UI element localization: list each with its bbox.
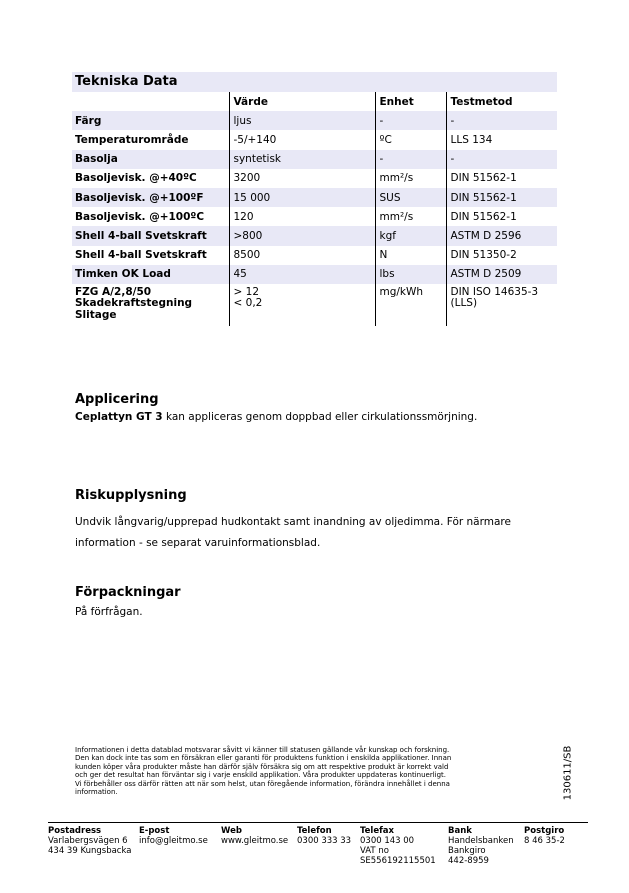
disclaimer — [75, 746, 485, 796]
row-value: 8500 — [229, 246, 375, 265]
footer-value: 442-8959 — [448, 856, 489, 866]
disclaimer-line: Informationen i detta datablad motsvarar såvitt vi känner till statusen gällande vår kunskap och forskning. — [75, 746, 450, 754]
row-property: Basoljevisk. @+100ºC — [75, 210, 205, 223]
row-unit: ºC — [375, 130, 446, 149]
table-row — [72, 265, 557, 284]
row-unit: SUS — [375, 188, 446, 207]
footer-telefon — [297, 826, 351, 846]
footer-postgiro — [524, 826, 565, 846]
row-unit: - — [375, 150, 446, 169]
disclaimer-line: Den kan dock inte tas som en försäkran eller garanti för produktens funktion i enskilda applikationer. Innan — [75, 754, 452, 763]
row-unit: mm²/s — [375, 207, 446, 226]
risk-line: Undvik långvarig/upprepad hudkontakt samt inandning av oljedimma. För närmare — [75, 516, 511, 528]
row-unit: N — [375, 246, 446, 265]
row-property: Temperaturområde — [75, 133, 189, 146]
footer-telefax — [360, 826, 436, 866]
footer-web-link[interactable]: www.gleitmo.se — [221, 836, 289, 846]
footer-value: Bankgiro — [448, 846, 486, 856]
value-line: > 12 — [233, 285, 259, 298]
row-property: Basoljevisk. @+100ºF — [72, 188, 229, 207]
row-method: ASTM D 2509 — [446, 265, 557, 284]
footer-value: Varlabergsvägen 6 — [48, 836, 128, 846]
row-value: >800 — [229, 226, 375, 245]
disclaimer-line: information. — [75, 788, 118, 797]
pack-text: På förfrågan. — [75, 606, 143, 618]
footer-label: Postadress — [48, 826, 102, 836]
row-value: 45 — [229, 265, 375, 284]
row-property: Shell 4-ball Svetskraft — [72, 226, 229, 245]
footer-value: 0300 143 00 — [360, 836, 415, 846]
table-row — [72, 150, 557, 169]
header-unit: Enhet — [375, 92, 446, 111]
footer-label: Bank — [448, 826, 472, 836]
table-row — [72, 111, 557, 130]
footer-value: 0300 333 33 — [297, 836, 352, 846]
row-property — [72, 284, 229, 326]
footer-divider — [48, 822, 588, 823]
footer-label: Postgiro — [524, 826, 565, 836]
risk-line: information - se separat varuinformationsblad. — [75, 537, 321, 549]
footer-value: 434 39 Kungsbacka — [48, 846, 132, 856]
header-property — [72, 92, 229, 111]
footer-value: VAT no — [360, 846, 389, 856]
table-row — [72, 188, 557, 207]
row-value: ljus — [229, 111, 375, 130]
property-line: Skadekraftstegning — [75, 297, 193, 310]
row-property: Basolja — [72, 150, 229, 169]
row-property: Timken OK Load — [72, 265, 229, 284]
footer-value: 8 46 35-2 — [524, 836, 565, 846]
footer-postadress — [48, 826, 131, 856]
row-unit: lbs — [375, 265, 446, 284]
pack-heading: Förpackningar — [75, 585, 181, 600]
row-property: Basoljevisk. @+40ºC — [75, 172, 197, 185]
row-value: syntetisk — [229, 150, 375, 169]
product-name: Ceplattyn GT 3 — [75, 411, 163, 423]
row-method: DIN 51350-2 — [446, 246, 557, 265]
header-value: Värde — [229, 92, 375, 111]
row-unit: - — [375, 111, 446, 130]
applicering-heading: Applicering — [75, 392, 159, 407]
footer-email-link[interactable]: info@gleitmo.se — [139, 836, 208, 846]
row-property: Färg — [72, 111, 229, 130]
row-value: 15 000 — [229, 188, 375, 207]
row-value: -5/+140 — [229, 130, 375, 149]
row-method — [446, 284, 557, 326]
row-property: Shell 4-ball Svetskraft — [75, 249, 207, 262]
tech-data-table — [72, 92, 557, 326]
risk-heading: Riskupplysning — [75, 488, 187, 503]
document-code — [560, 742, 576, 804]
row-unit: kgf — [375, 226, 446, 245]
table-row — [72, 284, 557, 326]
footer-bank — [448, 826, 514, 866]
table-row — [72, 207, 557, 226]
row-method: DIN 51562-1 — [446, 207, 557, 226]
value-line: < 0,2 — [233, 297, 263, 310]
table-row — [72, 130, 557, 149]
footer-epost — [139, 826, 208, 846]
footer-web — [221, 826, 288, 846]
row-unit: mm²/s — [375, 169, 446, 188]
row-value: 3200 — [229, 169, 375, 188]
header-method: Testmetod — [446, 92, 557, 111]
row-method: - — [446, 150, 557, 169]
table-row — [72, 169, 557, 188]
tech-data-title: Tekniska Data — [72, 72, 557, 92]
row-method: ASTM D 2596 — [446, 226, 557, 245]
disclaimer-line: kunden köper våra produkter måste han därför själv försäkra sig om att respektive produkt är korrekt vald — [75, 762, 449, 771]
disclaimer-line: och ger det resultat han förväntar sig i varje enskild applikation. Våra produkter uppdateras kontinuerligt. — [75, 771, 446, 780]
row-method: - — [446, 111, 557, 130]
footer-label: Telefon — [297, 826, 332, 836]
footer-label: Web — [221, 826, 242, 836]
footer-label: E-post — [139, 826, 170, 836]
risk-text — [75, 512, 545, 554]
row-method: DIN 51562-1 — [446, 188, 557, 207]
footer-value: Handelsbanken — [448, 836, 514, 846]
disclaimer-line: Vi förbehåller oss därför rätten att när som helst, utan föregående information, förändra innehållet i denna — [75, 779, 450, 788]
row-value: 120 — [229, 207, 375, 226]
method-line: DIN ISO 14635-3 — [450, 285, 539, 298]
footer-value: SE556192115501 — [360, 856, 436, 866]
row-method: DIN 51562-1 — [446, 169, 557, 188]
property-line: Slitage — [75, 308, 117, 321]
table-row — [72, 246, 557, 265]
table-header-row — [72, 92, 557, 111]
property-line: FZG A/2,8/50 — [75, 285, 152, 298]
applicering-text — [75, 407, 545, 428]
row-method: LLS 134 — [446, 130, 557, 149]
applicering-body: kan appliceras genom doppbad eller cirkulationssmörjning. — [162, 411, 478, 423]
row-value — [229, 284, 375, 326]
row-unit: mg/kWh — [375, 284, 446, 326]
footer-label: Telefax — [360, 826, 395, 836]
method-line: (LLS) — [450, 297, 478, 310]
table-row — [72, 226, 557, 245]
document-code-text: 130611/SB — [562, 745, 574, 801]
